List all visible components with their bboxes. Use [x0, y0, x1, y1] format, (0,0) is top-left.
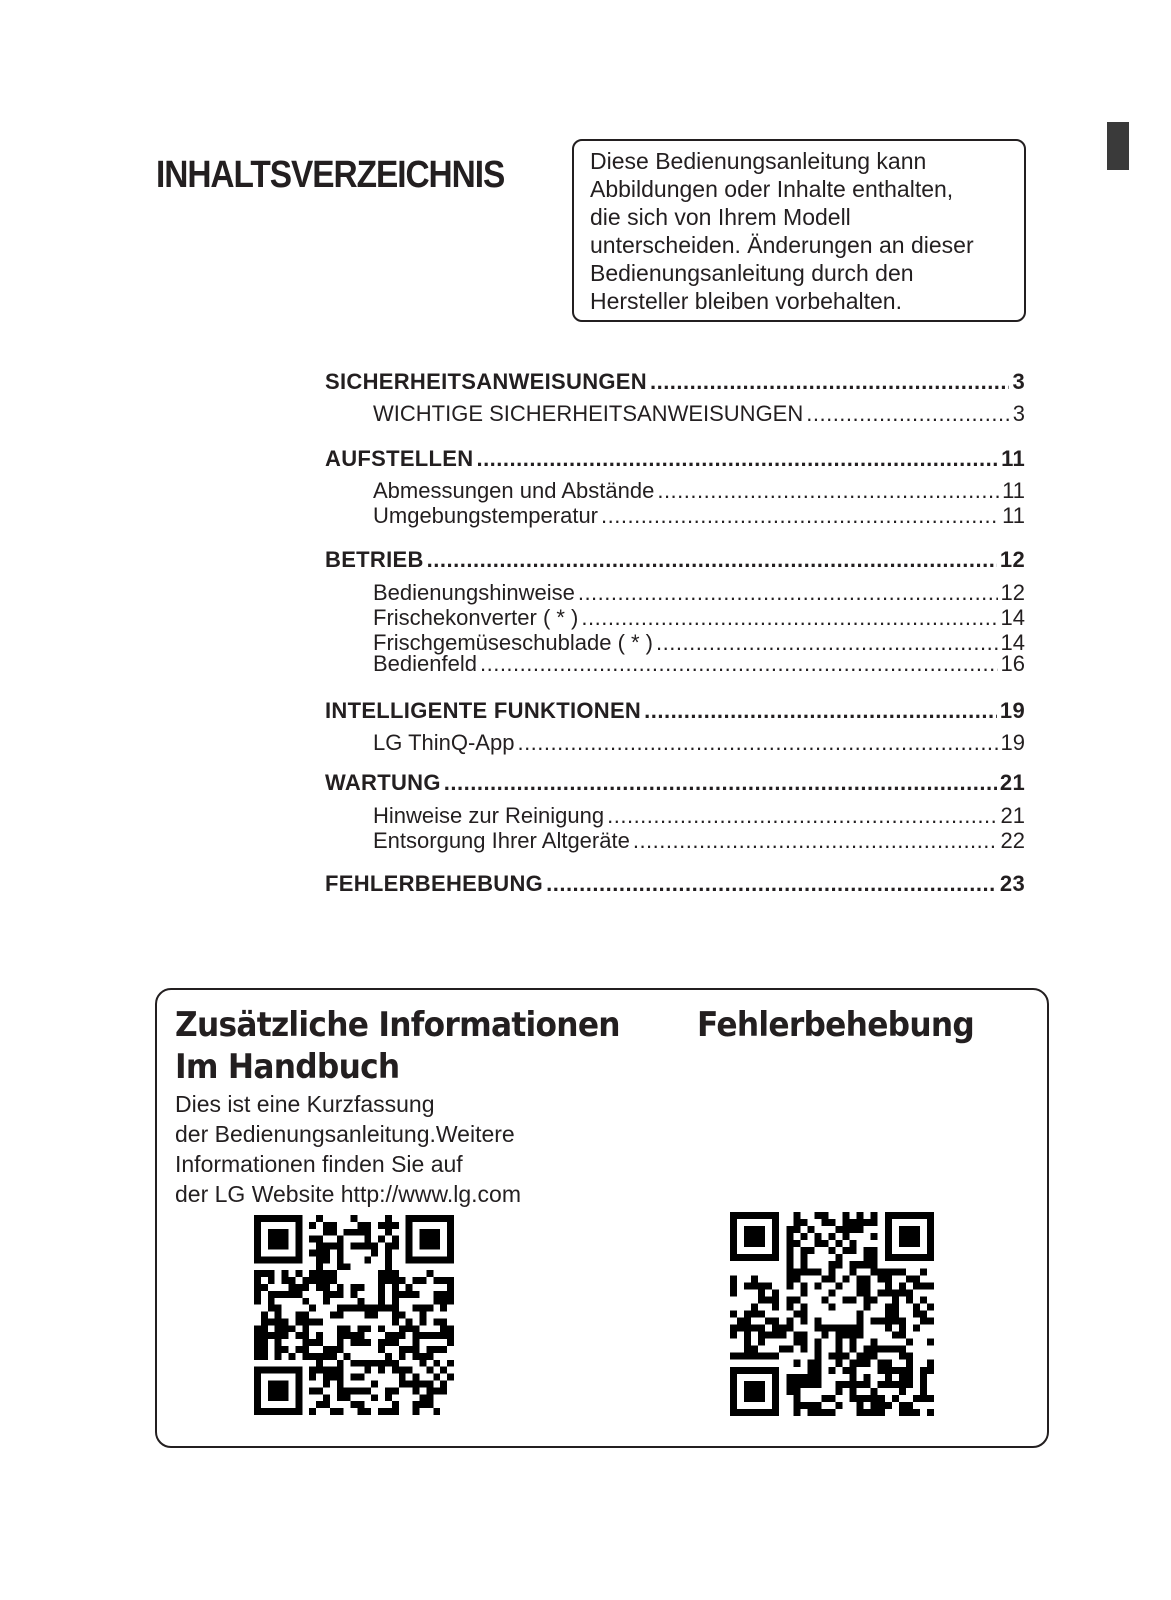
info-title-line1: Zusätzliche Informationen: [175, 1005, 620, 1045]
toc-entry-title: LG ThinQ-App: [373, 730, 515, 755]
toc-leader-dots: [578, 582, 998, 604]
toc-entry-sicherheitsanweisungen[interactable]: [325, 371, 1025, 393]
toc-entry-title: Hinweise zur Reinigung: [373, 803, 605, 828]
toc-entry-title: SICHERHEITSANWEISUNGEN: [325, 369, 647, 394]
toc-leader-dots: [607, 805, 997, 827]
toc-entry-bedienfeld[interactable]: [373, 653, 1025, 675]
toc-entry-page: 22: [1000, 828, 1025, 853]
toc-entry-title: Frischekonverter ( * ): [373, 605, 579, 630]
toc-entry-title: Frischgemüseschublade ( * ): [373, 630, 654, 655]
toc-entry-lg-thinq-app[interactable]: [373, 732, 1025, 754]
toc-entry-page: 11: [1001, 446, 1025, 471]
toc-entry-title: WICHTIGE SICHERHEITSANWEISUNGEN: [373, 401, 804, 426]
toc-leader-dots: [644, 700, 997, 722]
toc-leader-dots: [444, 772, 997, 794]
notice-text: Diese Bedienungsanleitung kann Abbildungen oder Inhalte enthalten, die sich von Ihrem Modell unterscheiden. Änderungen an dieser Bedienungsanleitung durch den Hersteller bleiben vorbehalten.: [590, 148, 974, 314]
info-title-line2: Im Handbuch: [175, 1047, 400, 1087]
toc-entry-title: WARTUNG: [325, 770, 441, 795]
notice-box: [572, 139, 1026, 322]
toc-entry-page: 19: [999, 698, 1025, 723]
toc-entry-page: 3: [1012, 401, 1025, 426]
chapter-tab-marker: [1107, 122, 1129, 170]
toc-entry-page: 19: [1000, 730, 1025, 755]
info-text: Dies ist eine Kurzfassung der Bedienungsanleitung.Weitere Informationen finden Sie auf der LG Website http://www.lg.com: [175, 1091, 521, 1207]
toc-entry-entsorgung[interactable]: [373, 830, 1025, 852]
toc-leader-dots: [581, 607, 997, 629]
troubleshooting-title: Fehlerbehebung: [697, 1005, 975, 1045]
toc-entry-hinweise-reinigung[interactable]: [373, 805, 1025, 827]
toc-entry-page: 14: [1000, 630, 1025, 655]
toc-entry-title: BETRIEB: [325, 547, 424, 572]
toc-entry-page: 21: [999, 770, 1025, 795]
toc-entry-page: 11: [1002, 503, 1025, 528]
toc-entry-intelligente-funktionen[interactable]: [325, 700, 1025, 722]
qr-code-graphic: [254, 1215, 454, 1415]
toc-entry-title: AUFSTELLEN: [325, 446, 474, 471]
additional-info-box: [155, 988, 1049, 1448]
troubleshooting-qr-code-icon[interactable]: [730, 1212, 934, 1416]
toc-entry-page: 16: [1000, 651, 1025, 676]
manual-qr-code-icon[interactable]: [254, 1215, 454, 1415]
toc-entry-wichtige-sicherheitsanweisungen[interactable]: [373, 403, 1025, 425]
toc-entry-page: 21: [1000, 803, 1025, 828]
toc-leader-dots: [657, 480, 999, 502]
toc-leader-dots: [427, 549, 997, 571]
toc-entry-page: 11: [1002, 478, 1025, 503]
toc-leader-dots: [601, 505, 999, 527]
toc-leader-dots: [633, 830, 998, 852]
toc-entry-betrieb[interactable]: [325, 549, 1025, 571]
toc-leader-dots: [480, 653, 998, 675]
toc-entry-umgebungstemperatur[interactable]: [373, 505, 1025, 527]
toc-leader-dots: [806, 403, 1010, 425]
toc-entry-title: Entsorgung Ihrer Altgeräte: [373, 828, 630, 853]
toc-entry-wartung[interactable]: [325, 772, 1025, 794]
toc-entry-page: 12: [1000, 580, 1025, 605]
toc-entry-fehlerbehebung[interactable]: [325, 873, 1025, 895]
toc-entry-page: 12: [999, 547, 1025, 572]
toc-entry-aufstellen[interactable]: [325, 448, 1025, 470]
toc-entry-page: 14: [1000, 605, 1025, 630]
toc-entry-title: INTELLIGENTE FUNKTIONEN: [325, 698, 642, 723]
toc-entry-title: FEHLERBEHEBUNG: [325, 871, 544, 896]
toc-entry-frischekonverter[interactable]: [373, 607, 1025, 629]
toc-leader-dots: [546, 873, 997, 895]
toc-entry-title: Umgebungstemperatur: [373, 503, 599, 528]
page-title: INHALTSVERZEICHNIS: [156, 154, 505, 196]
qr-code-graphic: [730, 1212, 934, 1416]
toc-entry-bedienungshinweise[interactable]: [373, 582, 1025, 604]
toc-entry-page: 23: [999, 871, 1025, 896]
toc-leader-dots: [656, 632, 998, 654]
toc-entry-title: Bedienfeld: [373, 651, 477, 676]
toc-leader-dots: [650, 371, 1009, 393]
toc-entry-title: Abmessungen und Abstände: [373, 478, 655, 503]
toc-entry-abmessungen[interactable]: [373, 480, 1025, 502]
toc-entry-page: 3: [1012, 369, 1025, 394]
toc-entry-title: Bedienungshinweise: [373, 580, 575, 605]
toc-leader-dots: [476, 448, 998, 470]
toc-leader-dots: [517, 732, 997, 754]
